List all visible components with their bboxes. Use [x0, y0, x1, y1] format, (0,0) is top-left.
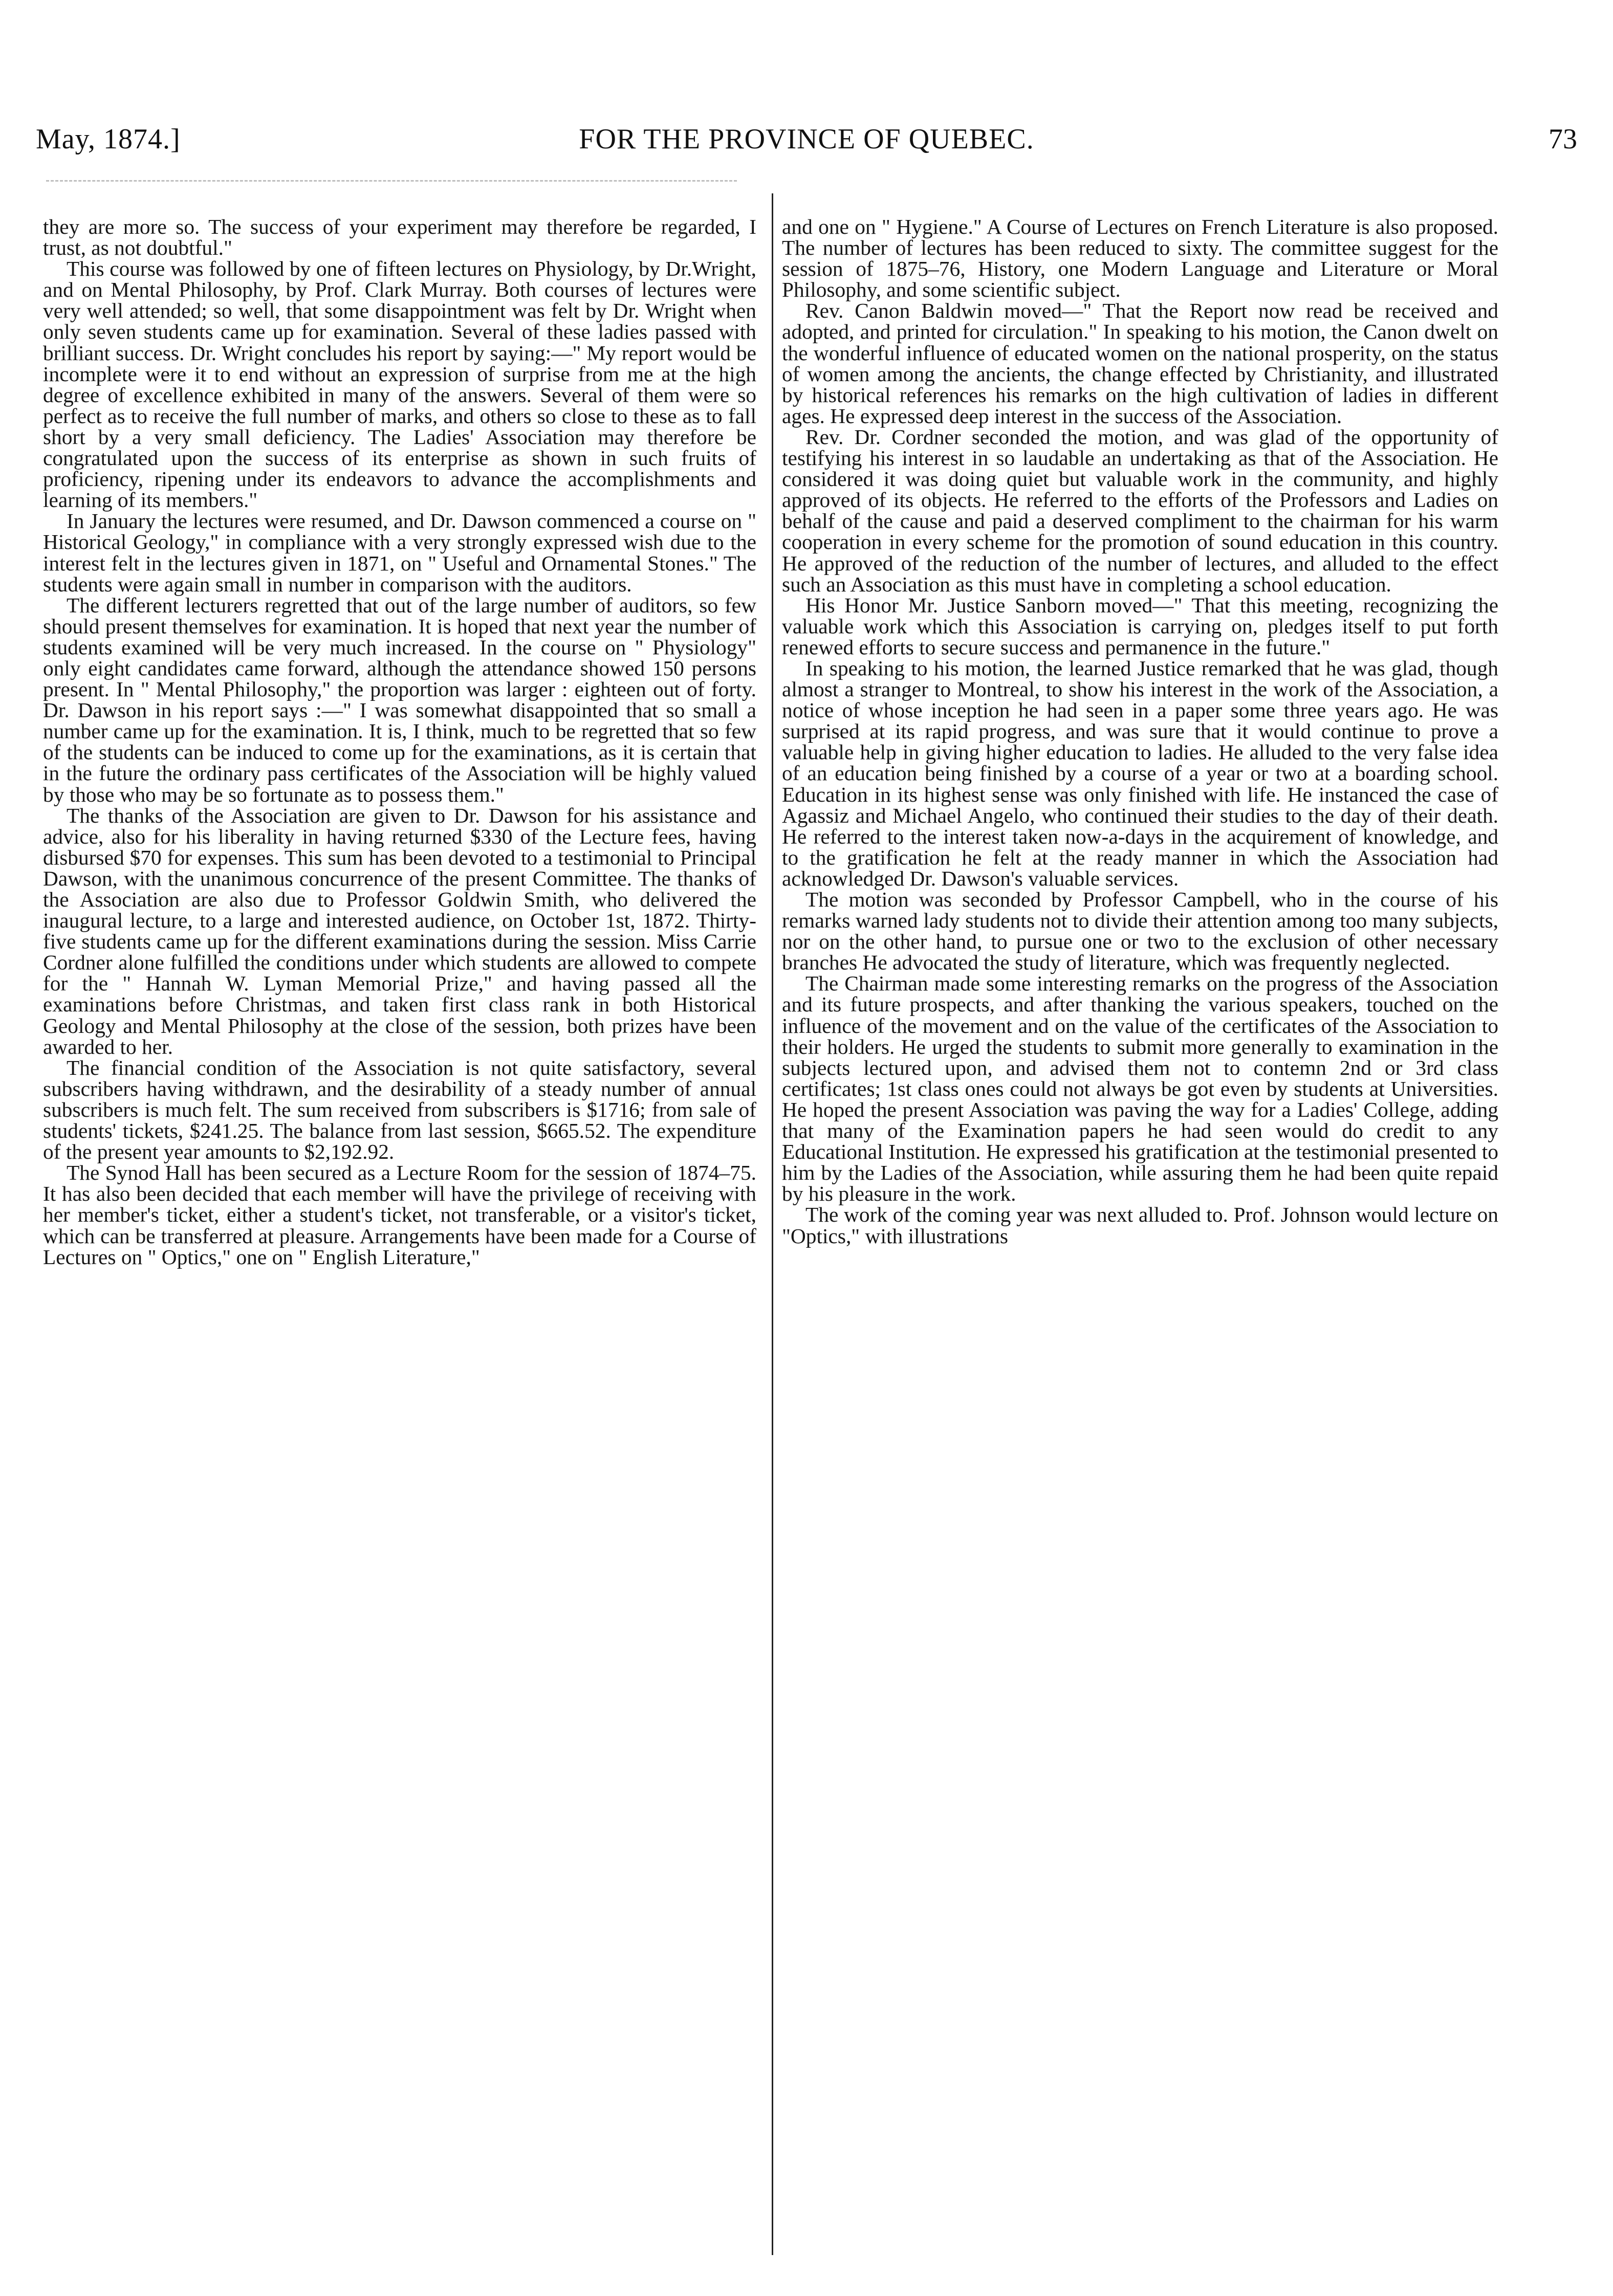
- paragraph: The Synod Hall has been secured as a Lecture Room for the session of 1874–75. It has also been decided that each member will have the privilege of receiving with her member's ticket, either a student's ticket, not transferable, or a visitor's ticket, which can be transferred at pleasure. Arrangements have been made for a Course of Lectures on " Optics," one on " English Literature,": [43, 1161, 756, 1269]
- header-rule: [46, 180, 737, 182]
- paragraph: and one on " Hygiene." A Course of Lectures on French Literature is also proposed. The number of lectures has been reduced to sixty. The committee suggest for the session of 1875–76, History, one Modern Language and Literature or Moral Philosophy, and some scientific subject.: [782, 216, 1498, 302]
- paragraph: The different lecturers regretted that out of the large number of auditors, so few should present themselves for examination. It is hoped that next year the number of students examined will be very much increased. In the course on " Physiology" only eight candidates came forward, although the attendance showed 150 persons present. In " Mental Philosophy," the proportion was larger : eighteen out of forty. Dr. Dawson in his report says :—" I was somewhat disappointed that so small a number came up for the examination. It is, I think, much to be regretted that so few of the students can be induced to come up for the examinations, as it is certain that in the future the ordinary pass certificates of the Association will be highly valued by those who may be so fortunate as to possess them.": [43, 593, 756, 806]
- paragraph: In January the lectures were resumed, and Dr. Dawson commenced a course on " Historical Geology," in compliance with a very strongly expressed wish due to the interest felt in the lectures given in 1871, on " Useful and Ornamental Stones." The students were again small in number in comparison with the auditors.: [43, 509, 756, 596]
- paragraph: Rev. Dr. Cordner seconded the motion, and was glad of the opportunity of testifying his interest in so laudable an undertaking as that of the Association. He considered it was doing quiet but valuable work in the community, and highly approved of its objects. He referred to the efforts of the Professors and Ladies on behalf of the cause and paid a deserved compliment to the chairman for his warm cooperation in every scheme for the promotion of sound education in this country. He approved of the reduction of the number of lectures, and alluded to the effect such an Association as this must have in completing a school education.: [782, 425, 1498, 596]
- paragraph: The work of the coming year was next alluded to. Prof. Johnson would lecture on "Optics," with illustrations: [782, 1203, 1498, 1248]
- paragraph: In speaking to his motion, the learned Justice remarked that he was glad, though almost a stranger to Montreal, to show his interest in the work of the Association, a notice of whose inception he had seen in a paper some three years ago. He was surprised at its rapid progress, and was sure that it would continue to prove a valuable help in giving higher education to ladies. He alluded to the very false idea of an education being finished by a course of a year or two at a boarding school. Education in its highest sense was only finished with life. He instanced the case of Agassiz and Michael Angelo, who continued their studies to the day of their death. He referred to the interest taken now-a-days in the acquirement of knowledge, and to the gratification he felt at the ready manner in which the Association had acknowledged Dr. Dawson's valuable services.: [782, 656, 1498, 890]
- paragraph: they are more so. The success of your experiment may therefore be regarded, I trust, as not doubtful.": [43, 216, 756, 260]
- paragraph: Rev. Canon Baldwin moved—" That the Report now read be received and adopted, and printed for circulation." In speaking to his motion, the Canon dwelt on the wonderful influence of educated women on the national prosperity, on the status of women among the ancients, the change effected by Christianity, and illustrated by historical references his remarks on the high cultivation of ladies in different ages. He expressed deep interest in the success of the Association.: [782, 299, 1498, 428]
- page-number: 73: [1549, 123, 1577, 155]
- paragraph: This course was followed by one of fifteen lectures on Physiology, by Dr.Wright, and on Mental Philosophy, by Prof. Clark Murray. Both courses of lectures were very well attended; so well, that some disappointment was felt by Dr. Wright when only seven students came up for examination. Several of these ladies passed with brilliant success. Dr. Wright concludes his report by saying:—" My report would be incomplete were it to end without an expression of surprise from me at the high degree of excellence exhibited in many of the answers. Several of them were so perfect as to receive the full number of marks, and others so close to these as to fall short by a very small deficiency. The Ladies' Association may therefore be congratulated upon the success of its enterprise as shown in such fruits of proficiency, ripening under its endeavors to advance the accomplishments and learning of its members.": [43, 257, 756, 512]
- paragraph: The thanks of the Association are given to Dr. Dawson for his assistance and advice, also for his liberality in having returned $330 of the Lecture fees, having disbursed $70 for expenses. This sum has been devoted to a testimonial to Principal Dawson, with the unanimous concurrence of the present Committee. The thanks of the Association are also due to Professor Goldwin Smith, who delivered the inaugural lecture, to a large and interested audience, on October 1st, 1872. Thirty-five students came up for the different examinations during the session. Miss Carrie Cordner alone fulfilled the conditions under which students are allowed to compete for the " Hannah W. Lyman Memorial Prize," and having passed all the examinations before Christmas, and taken first class rank in both Historical Geology and Mental Philosophy at the close of the session, both prizes have been awarded to her.: [43, 803, 756, 1058]
- column-divider: [772, 193, 773, 2255]
- header-title: FOR THE PROVINCE OF QUEBEC.: [579, 123, 1034, 155]
- paragraph: His Honor Mr. Justice Sanborn moved—" That this meeting, recognizing the valuable work which this Association is carrying on, pledges itself to put forth renewed efforts to secure success and permanence in the future.": [782, 593, 1498, 659]
- right-column: [782, 216, 1498, 2278]
- paragraph: The motion was seconded by Professor Campbell, who in the course of his remarks warned lady students not to divide their attention among too many subjects, nor on the other hand, to pursue one or two to the exclusion of other necessary branches He advocated the study of literature, which was frequently neglected.: [782, 888, 1498, 975]
- header-date: May, 1874.]: [36, 123, 181, 155]
- left-column: [43, 216, 756, 2278]
- paragraph: The financial condition of the Association is not quite satisfactory, several subscribers having withdrawn, and the desirability of a steady number of annual subscribers is much felt. The sum received from subscribers is $1716; from sale of students' tickets, $241.25. The balance from last session, $665.52. The expenditure of the present year amounts to $2,192.92.: [43, 1055, 756, 1164]
- running-header: [36, 119, 1577, 160]
- paragraph: The Chairman made some interesting remarks on the progress of the Association and its future prospects, and after thanking the various speakers, touched on the influence of the movement and on the value of the certificates of the Association to their holders. He urged the students to submit more generally to examination in the subjects lectured upon, and advised them not to contemn 2nd or 3rd class certificates; 1st class ones could not always be got even by students at Universities. He hoped the present Association was paving the way for a Ladies' College, adding that many of the Examination papers he had seen would do credit to any Educational Institution. He expressed his gratification at the testimonial presented to him by the Ladies of the Association, while assuring them he had been quite repaid by his pleasure in the work.: [782, 972, 1498, 1206]
